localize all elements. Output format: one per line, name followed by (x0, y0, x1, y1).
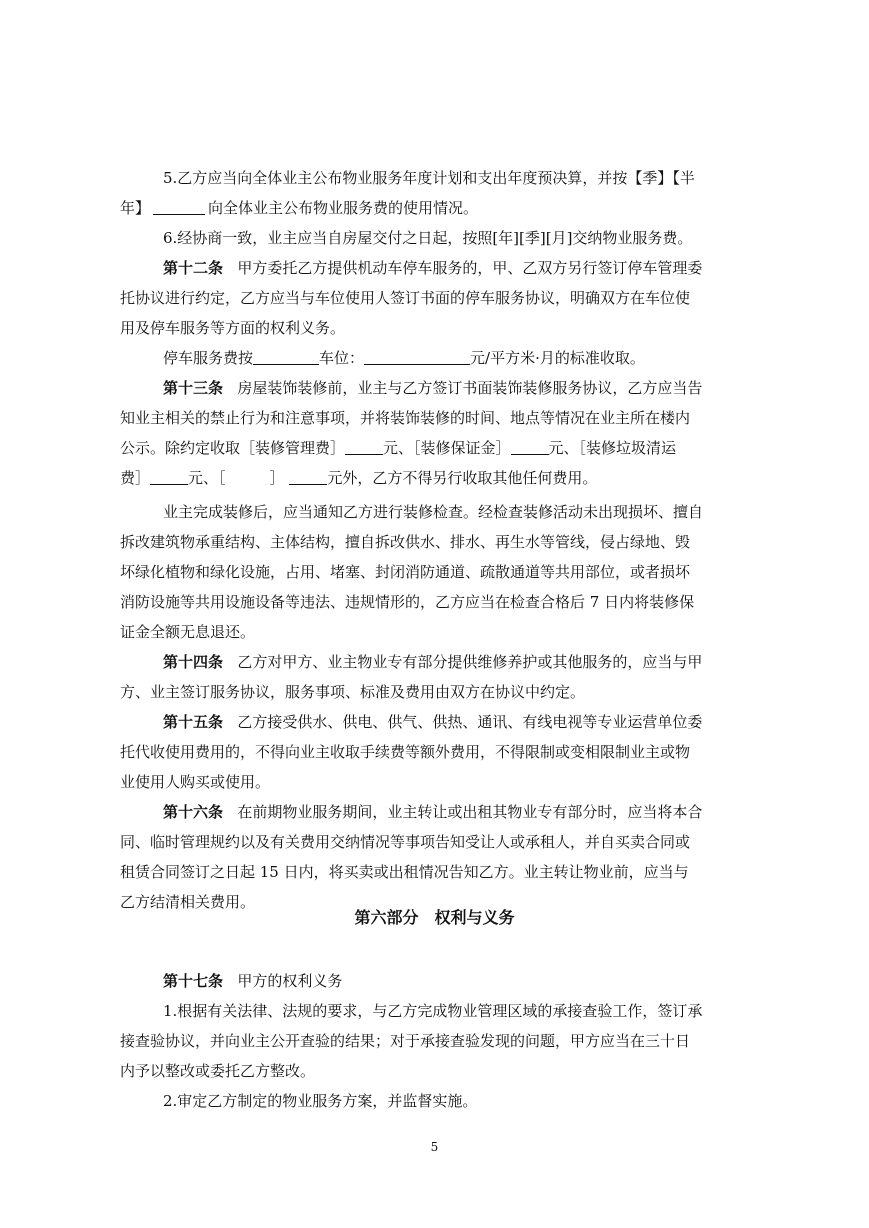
clause-block-lower (120, 966, 749, 1116)
article-13: 第十三条 房屋装饰装修前，业主与乙方签订书面装饰装修服务协议，乙方应当告 (163, 379, 703, 397)
text-line: 乙方结清相关费用。 (120, 893, 256, 911)
text-line: 用及停车服务等方面的权利义务。 (120, 319, 346, 337)
text-line: 年】 向全体业主公布物业服务费的使用情况。 (120, 199, 479, 217)
text-line: 托代收使用费用的，不得向业主收取手续费等额外费用，不得限制或变相限制业主或物 (120, 743, 691, 761)
text-line: 2.审定乙方制定的物业服务方案，并监督实施。 (163, 1092, 478, 1110)
text-line: 业使用人购买或使用。 (120, 773, 271, 791)
page-number: 5 (430, 1140, 439, 1154)
text-line: 知业主相关的禁止行为和注意事项，并将装饰装修的时间、地点等情况在业主所在楼内 (120, 409, 691, 427)
article-12: 第十二条 甲方委托乙方提供机动车停车服务的，甲、乙双方另行签订停车管理委 (163, 259, 703, 277)
text-line: 公示。除约定收取［装修管理费］ 元、［装修保证金］ 元、［装修垃圾清运 (120, 439, 677, 457)
text-line: 费］ 元、［ ］ 元外，乙方不得另行收取其他任何费用。 (120, 469, 598, 487)
blank-line (253, 349, 319, 365)
text-line: 拆改建筑物承重结构、主体结构，擅自拆改供水、排水、再生水等管线，侵占绿地、毁 (120, 533, 691, 551)
text-line: 1.根据有关法律、法规的要求，与乙方完成物业管理区域的承接查验工作，签订承 (163, 1002, 703, 1020)
article-14: 第十四条 乙方对甲方、业主物业专有部分提供维修养护或其他服务的，应当与甲 (163, 653, 703, 671)
text-line: 坏绿化植物和绿化设施，占用、堵塞、封闭消防通道、疏散通道等共用部位，或者损坏 (120, 563, 691, 581)
blank-line (150, 469, 188, 485)
blank-line (345, 439, 383, 455)
section-title: 第六部分 权利与义务 (354, 908, 515, 927)
parking-fee-line: 停车服务费按 车位： 元/平方米·月的标准收取。 (163, 349, 645, 367)
text-line: 6.经协商一致，业主应当自房屋交付之日起，按照[年][季][月]交纳物业服务费。 (163, 229, 693, 247)
article-15: 第十五条 乙方接受供水、供电、供气、供热、通讯、有线电视等专业运营单位委 (163, 713, 703, 731)
text-line: 租赁合同签订之日起 15 日内，将买卖或出租情况告知乙方。业主转让物业前，应当与 (120, 863, 689, 881)
text-line: 接查验协议，并向业主公开查验的结果；对于承接查验发现的问题，甲方应当在三十日 (120, 1032, 691, 1050)
blank-line (511, 439, 549, 455)
text-line: 内予以整改或委托乙方整改。 (120, 1062, 316, 1080)
article-17: 第十七条 甲方的权利义务 (163, 972, 343, 990)
blank-line (289, 469, 327, 485)
text-line: 同、临时管理规约以及有关费用交纳情况等事项告知受让人或承租人，并自买卖合同或 (120, 833, 691, 851)
text-line: 5.乙方应当向全体业主公布物业服务年度计划和支出年度预决算，并按【季】【半 (163, 169, 695, 187)
text-line: 业主完成装修后，应当通知乙方进行装修检查。经检查装修活动未出现损坏、擅自 (163, 503, 704, 521)
text-line: 方、业主签订服务协议，服务事项、标准及费用由双方在协议中约定。 (120, 683, 586, 701)
blank-line (153, 199, 205, 215)
clause-block-upper (120, 163, 749, 917)
text-line: 消防设施等共用设施设备等违法、违规情形的，乙方应当在检查合格后 7 日内将装修保 (120, 593, 695, 611)
article-16: 第十六条 在前期物业服务期间，业主转让或出租其物业专有部分时，应当将本合 (163, 803, 703, 821)
text-line: 证金全额无息退还。 (120, 623, 256, 641)
text-line: 托协议进行约定，乙方应当与车位使用人签订书面的停车服务协议，明确双方在车位使 (120, 289, 691, 307)
blank-line (364, 349, 470, 365)
